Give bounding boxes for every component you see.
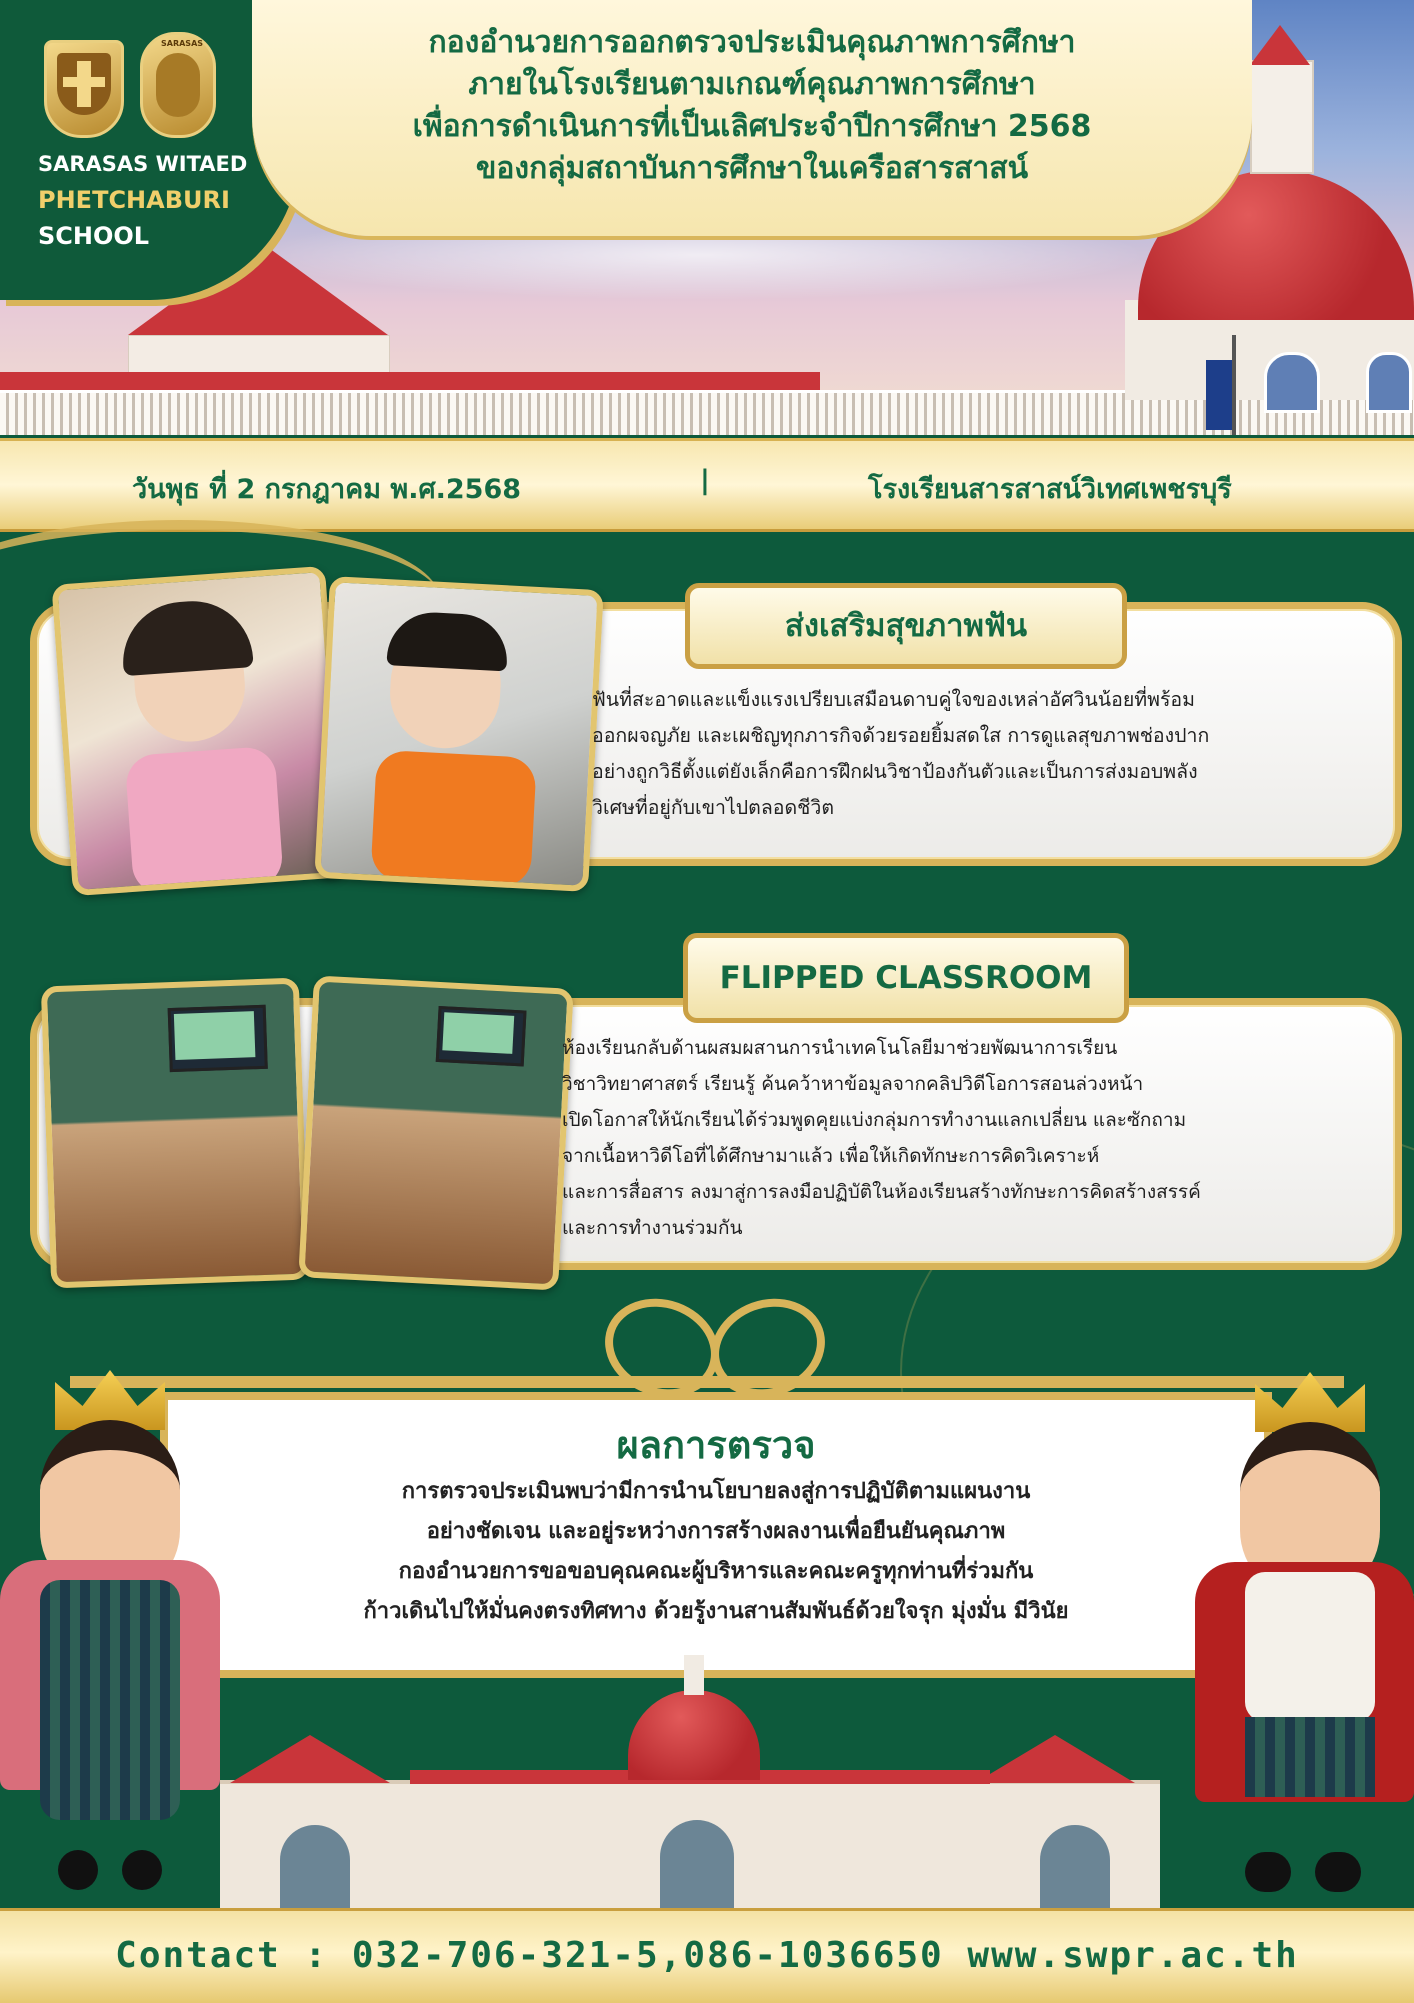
medal-text: SARASAS xyxy=(161,39,204,48)
title-line: กองอำนวยการออกตรวจประเมินคุณภาพการศึกษา xyxy=(428,25,1076,60)
date-separator: | xyxy=(700,465,710,496)
girl-dress xyxy=(40,1580,180,1820)
result-line: อย่างชัดเจน และอยู่ระหว่างการสร้างผลงานเพื่อยืนยันคุณภาพ xyxy=(426,1519,1006,1544)
dental-text xyxy=(592,682,1372,826)
result-line: การตรวจประเมินพบว่ามีการนำนโยบายลงสู่การปฏิบัติตามแผนงาน xyxy=(401,1479,1031,1504)
text-line: เปิดโอกาสให้นักเรียนได้ร่วมพูดคุยแบ่งกลุ่มการทำงานแลกเปลี่ยน และซักถาม xyxy=(562,1109,1187,1131)
text-line: จากเนื้อหาวิดีโอที่ได้ศึกษามาแล้ว เพื่อให้เกิดทักษะการคิดวิเคราะห์ xyxy=(562,1145,1100,1167)
girl-character xyxy=(0,1370,230,1910)
flipped-title: FLIPPED CLASSROOM xyxy=(683,933,1129,1023)
title-box xyxy=(252,0,1252,236)
arch-window xyxy=(280,1825,350,1908)
flag xyxy=(1206,360,1232,430)
flipped-text xyxy=(562,1030,1382,1246)
boy-shoe xyxy=(1245,1852,1291,1892)
text-line: วิเศษที่อยู่กับเขาไปตลอดชีวิต xyxy=(592,796,834,819)
flagpole xyxy=(1232,335,1236,435)
title-line: ภายในโรงเรียนตามเกณฑ์คุณภาพการศึกษา xyxy=(468,67,1036,102)
school-name-line2: PHETCHABURI xyxy=(38,186,230,214)
girl-shoe xyxy=(58,1850,98,1890)
roof-strip xyxy=(0,372,820,392)
tower-window xyxy=(1264,352,1320,413)
text-line: และการทำงานร่วมกัน xyxy=(562,1217,743,1239)
text-line: และการสื่อสาร ลงมาสู่การลงมือปฏิบัติในห้องเรียนสร้างทักษะการคิดสร้างสรรค์ xyxy=(562,1181,1201,1203)
text-line: ฟันที่สะอาดและแข็งแรงเปรียบเสมือนดาบคู่ใจของเหล่าอัศวินน้อยที่พร้อม xyxy=(592,688,1195,711)
event-date: วันพุธ ที่ 2 กรกฎาคม พ.ศ.2568 xyxy=(132,474,522,505)
school-crest-icon xyxy=(44,40,124,138)
text-line: วิชาวิทยาศาสตร์ เรียนรู้ ค้นคว้าหาข้อมูลจากคลิปวิดีโอการสอนล่วงหน้า xyxy=(562,1073,1144,1095)
ribbon-bar xyxy=(70,1376,1344,1388)
contact-info: Contact : 032-706-321-5,086-1036650 www.swpr.ac.th xyxy=(115,1935,1299,1976)
bottom-dome xyxy=(628,1690,760,1780)
boy-shorts xyxy=(1245,1717,1375,1797)
school-name-line3: SCHOOL xyxy=(38,222,150,250)
result-line: ก้าวเดินไปให้มั่นคงตรงทิศทาง ด้วยรู้งานสานสัมพันธ์ด้วยใจรุก มุ่งมั่น มีวินัย xyxy=(363,1599,1069,1624)
bottom-roof xyxy=(230,1735,390,1783)
sarasas-medal-icon xyxy=(140,32,216,138)
text-line: อย่างถูกวิธีตั้งแต่ยังเล็กคือการฝึกฝนวิชาป้องกันตัวและเป็นการส่งมอบพลัง xyxy=(592,760,1198,783)
date-bar xyxy=(0,438,1414,532)
photo-classroom-2 xyxy=(298,975,573,1290)
lantern xyxy=(1250,60,1314,174)
bottom-roof xyxy=(975,1735,1135,1783)
result-line: กองอำนวยการขอขอบคุณคณะผู้บริหารและคณะครูทุกท่านที่ร่วมกัน xyxy=(398,1559,1034,1584)
boy-shoe xyxy=(1315,1852,1361,1892)
school-name-line1: SARASAS WITAED xyxy=(38,152,248,176)
arch-window xyxy=(1040,1825,1110,1908)
arch-window xyxy=(660,1820,734,1908)
footer-bar xyxy=(0,1908,1414,2003)
boy-shirt xyxy=(1245,1572,1375,1722)
title-line: เพื่อการดำเนินการที่เป็นเลิศประจำปีการศึกษา 2568 xyxy=(412,109,1092,144)
photo-classroom-1 xyxy=(41,978,309,1289)
result-box xyxy=(160,1392,1272,1678)
bottom-spire xyxy=(684,1655,704,1695)
photo-girl-brushing xyxy=(51,566,346,896)
tower-window xyxy=(1366,352,1412,413)
event-location: โรงเรียนสารสาสน์วิเทศเพชรบุรี xyxy=(868,474,1232,505)
text-line: ออกผจญภัย และเผชิญทุกภารกิจด้วยรอยยิ้มสดใส การดูแลสุขภาพช่องปาก xyxy=(592,724,1210,747)
dental-title: ส่งเสริมสุขภาพฟัน xyxy=(685,583,1127,669)
boy-character xyxy=(1185,1372,1414,1912)
girl-shoe xyxy=(122,1850,162,1890)
photo-boy-brushing xyxy=(314,576,603,892)
result-title: ผลการตรวจ xyxy=(616,1423,816,1467)
title-line: ของกลุ่มสถาบันการศึกษาในเครือสารสาสน์ xyxy=(475,151,1029,186)
text-line: ห้องเรียนกลับด้านผสมผสานการนำเทคโนโลยีมาช่วยพัฒนาการเรียน xyxy=(562,1037,1118,1059)
lantern-roof xyxy=(1250,25,1310,65)
